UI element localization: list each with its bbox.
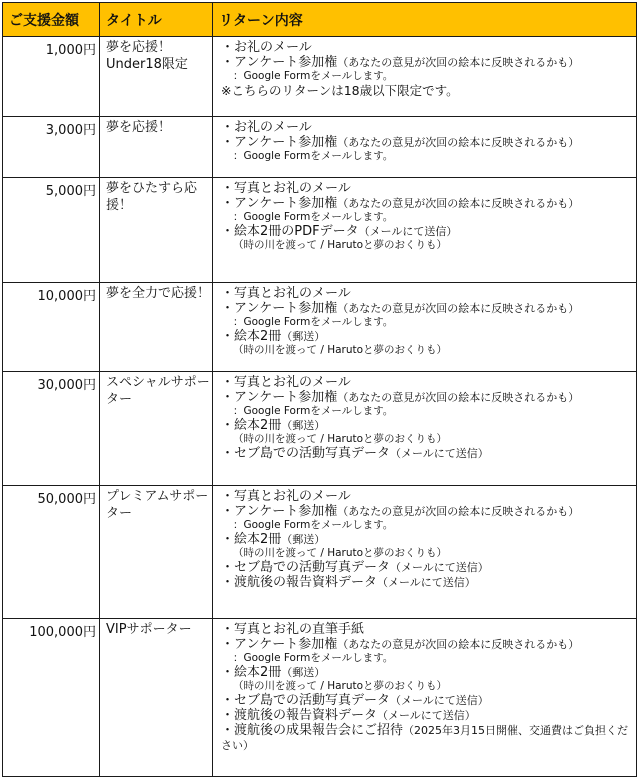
reward-item-line bbox=[221, 723, 634, 753]
table-header-row bbox=[3, 3, 637, 37]
reward-title: 夢をひたすら応援！ bbox=[100, 178, 213, 283]
reward-item-line bbox=[221, 446, 634, 461]
reward-title: プレミアムサポーター bbox=[100, 486, 213, 619]
reward-item-line bbox=[221, 575, 634, 590]
reward-item-text: ・お礼のメール bbox=[221, 40, 312, 55]
reward-title: VIPサポーター bbox=[100, 619, 213, 777]
reward-item-note: （メールにて送信） bbox=[390, 447, 489, 460]
list-item bbox=[221, 375, 634, 390]
reward-item-text: ・渡航後の成果報告会にご招待 bbox=[221, 723, 404, 738]
reward-item-note: （郵送） bbox=[281, 666, 326, 679]
table-body bbox=[3, 37, 637, 777]
reward-item-detail: ：Google Formをメールします。 bbox=[233, 519, 394, 531]
reward-item-line bbox=[221, 622, 634, 637]
reward-item-line bbox=[221, 55, 634, 70]
reward-title: 夢を全力で応援！ bbox=[100, 283, 213, 372]
reward-item-line bbox=[221, 375, 634, 390]
list-item bbox=[221, 489, 634, 504]
reward-item-note: （郵送） bbox=[281, 419, 326, 432]
reward-restriction-note: ※こちらのリターンは18歳以下限定です。 bbox=[221, 83, 459, 98]
reward-item-text: ・アンケート参加権 bbox=[221, 301, 338, 316]
reward-item-note: （あなたの意見が次回の絵本に反映されるかも） bbox=[337, 505, 580, 518]
list-item bbox=[221, 708, 634, 723]
reward-item-line bbox=[221, 560, 634, 575]
reward-item-line bbox=[221, 40, 634, 55]
list-item bbox=[221, 693, 634, 708]
reward-item-text: ・写真とお礼のメール bbox=[221, 489, 351, 504]
reward-item-detail: ：Google Formをメールします。 bbox=[233, 652, 394, 664]
list-item bbox=[221, 446, 634, 461]
list-item bbox=[221, 560, 634, 575]
list-item bbox=[221, 622, 634, 637]
reward-item-note: （メールにて送信） bbox=[377, 709, 476, 722]
reward-item-text: ・絵本2冊 bbox=[221, 532, 282, 547]
reward-item-text: ・絵本2冊 bbox=[221, 665, 282, 680]
table-row bbox=[3, 486, 637, 619]
reward-item-text: ・セブ島での活動写真データ bbox=[221, 693, 391, 708]
support-amount: 100,000円 bbox=[3, 619, 100, 777]
reward-item-note: （郵送） bbox=[281, 533, 326, 546]
reward-item-line bbox=[221, 181, 634, 196]
reward-title: 夢を応援！Under18限定 bbox=[100, 37, 213, 117]
list-item bbox=[221, 196, 634, 224]
reward-item-text: ・アンケート参加権 bbox=[221, 390, 338, 405]
reward-item-text: ・写真とお礼の直筆手紙 bbox=[221, 622, 365, 637]
reward-item-list bbox=[221, 40, 634, 83]
reward-content bbox=[213, 283, 637, 372]
support-amount: 10,000円 bbox=[3, 283, 100, 372]
reward-item-line bbox=[221, 329, 634, 344]
reward-item-text: ・アンケート参加権 bbox=[221, 637, 338, 652]
table-row bbox=[3, 178, 637, 283]
reward-item-detail: ：Google Formをメールします。 bbox=[233, 405, 394, 417]
list-item bbox=[221, 181, 634, 196]
reward-item-note: （あなたの意見が次回の絵本に反映されるかも） bbox=[337, 197, 580, 210]
reward-item-line bbox=[221, 532, 634, 547]
list-item bbox=[221, 55, 634, 83]
reward-item-text: ・お礼のメール bbox=[221, 120, 312, 135]
list-item bbox=[221, 665, 634, 693]
reward-item-text: ・アンケート参加権 bbox=[221, 55, 338, 70]
reward-item-list bbox=[221, 286, 634, 357]
reward-item-text: ・写真とお礼のメール bbox=[221, 375, 351, 390]
reward-content bbox=[213, 37, 637, 117]
reward-item-detail: ：Google Formをメールします。 bbox=[233, 70, 394, 82]
reward-item-text: ・絵本2冊 bbox=[221, 329, 282, 344]
reward-item-line bbox=[221, 418, 634, 433]
support-amount: 3,000円 bbox=[3, 117, 100, 178]
reward-item-line bbox=[221, 224, 634, 239]
list-item bbox=[221, 120, 634, 135]
reward-item-list bbox=[221, 120, 634, 163]
reward-item-note: （郵送） bbox=[281, 330, 326, 343]
reward-item-detail: ：Google Formをメールします。 bbox=[233, 150, 394, 162]
reward-item-detail: （時の川を渡って / Harutoと夢のおくりも） bbox=[233, 680, 448, 692]
reward-content bbox=[213, 486, 637, 619]
reward-item-text: ・写真とお礼のメール bbox=[221, 181, 351, 196]
header-title: タイトル bbox=[100, 3, 213, 37]
reward-item-detail: （時の川を渡って / Harutoと夢のおくりも） bbox=[233, 433, 448, 445]
reward-item-line bbox=[221, 135, 634, 150]
reward-item-note: （メールにて送信） bbox=[358, 225, 458, 238]
list-item bbox=[221, 286, 634, 301]
reward-item-text: ・アンケート参加権 bbox=[221, 504, 338, 519]
reward-item-text: ・絵本2冊のPDFデータ bbox=[221, 224, 359, 239]
list-item bbox=[221, 301, 634, 329]
reward-table-container bbox=[2, 2, 637, 777]
support-amount: 30,000円 bbox=[3, 372, 100, 486]
header-amount: ご支援金額 bbox=[3, 3, 100, 37]
reward-item-list bbox=[221, 181, 634, 252]
reward-item-note: （あなたの意見が次回の絵本に反映されるかも） bbox=[337, 638, 580, 651]
list-item bbox=[221, 135, 634, 163]
table-row bbox=[3, 283, 637, 372]
reward-item-note: （メールにて送信） bbox=[390, 561, 489, 574]
reward-item-text: ・絵本2冊 bbox=[221, 418, 282, 433]
reward-item-list bbox=[221, 489, 634, 590]
reward-item-line bbox=[221, 637, 634, 652]
reward-item-note: （あなたの意見が次回の絵本に反映されるかも） bbox=[337, 302, 580, 315]
table-row bbox=[3, 372, 637, 486]
reward-item-text: ・セブ島での活動写真データ bbox=[221, 560, 391, 575]
reward-item-line bbox=[221, 196, 634, 211]
reward-item-text: ・アンケート参加権 bbox=[221, 135, 338, 150]
reward-item-line bbox=[221, 390, 634, 405]
list-item bbox=[221, 224, 634, 252]
reward-item-detail: （時の川を渡って / Harutoと夢のおくりも） bbox=[233, 547, 448, 559]
list-item bbox=[221, 723, 634, 753]
reward-item-note: （あなたの意見が次回の絵本に反映されるかも） bbox=[337, 391, 580, 404]
table-row bbox=[3, 619, 637, 777]
list-item bbox=[221, 40, 634, 55]
list-item bbox=[221, 575, 634, 590]
reward-item-note: （あなたの意見が次回の絵本に反映されるかも） bbox=[337, 136, 580, 149]
list-item bbox=[221, 532, 634, 560]
list-item bbox=[221, 504, 634, 532]
table-row bbox=[3, 117, 637, 178]
list-item bbox=[221, 390, 634, 418]
support-amount: 1,000円 bbox=[3, 37, 100, 117]
support-amount: 50,000円 bbox=[3, 486, 100, 619]
reward-content bbox=[213, 178, 637, 283]
support-amount: 5,000円 bbox=[3, 178, 100, 283]
reward-item-detail: ：Google Formをメールします。 bbox=[233, 316, 394, 328]
list-item bbox=[221, 418, 634, 446]
reward-item-note: （2025年3月15日開催、交通費はご負担ください） bbox=[221, 724, 629, 752]
reward-item-text: ・渡航後の報告資料データ bbox=[221, 708, 378, 723]
reward-title: スペシャルサポーター bbox=[100, 372, 213, 486]
reward-item-line bbox=[221, 504, 634, 519]
table-row bbox=[3, 37, 637, 117]
reward-item-text: ・セブ島での活動写真データ bbox=[221, 446, 391, 461]
reward-item-line bbox=[221, 708, 634, 723]
reward-item-note: （メールにて送信） bbox=[377, 576, 476, 589]
reward-content bbox=[213, 619, 637, 777]
reward-content bbox=[213, 372, 637, 486]
reward-item-text: ・写真とお礼のメール bbox=[221, 286, 351, 301]
reward-item-text: ・アンケート参加権 bbox=[221, 196, 338, 211]
reward-content bbox=[213, 117, 637, 178]
reward-item-line bbox=[221, 693, 634, 708]
reward-item-note: （メールにて送信） bbox=[390, 694, 489, 707]
reward-item-list bbox=[221, 375, 634, 461]
reward-item-line bbox=[221, 301, 634, 316]
reward-item-detail: （時の川を渡って / Harutoと夢のおくりも） bbox=[233, 344, 448, 356]
reward-title: 夢を応援！ bbox=[100, 117, 213, 178]
reward-item-line bbox=[221, 120, 634, 135]
reward-item-list bbox=[221, 622, 634, 753]
reward-item-text: ・渡航後の報告資料データ bbox=[221, 575, 378, 590]
list-item bbox=[221, 637, 634, 665]
reward-item-line bbox=[221, 286, 634, 301]
reward-item-line bbox=[221, 489, 634, 504]
reward-item-line bbox=[221, 665, 634, 680]
header-content: リターン内容 bbox=[213, 3, 637, 37]
reward-item-note: （あなたの意見が次回の絵本に反映されるかも） bbox=[337, 56, 580, 69]
reward-table bbox=[2, 2, 637, 777]
reward-item-detail: （時の川を渡って / Harutoと夢のおくりも） bbox=[233, 239, 448, 251]
list-item bbox=[221, 329, 634, 357]
reward-item-detail: ：Google Formをメールします。 bbox=[233, 211, 394, 223]
